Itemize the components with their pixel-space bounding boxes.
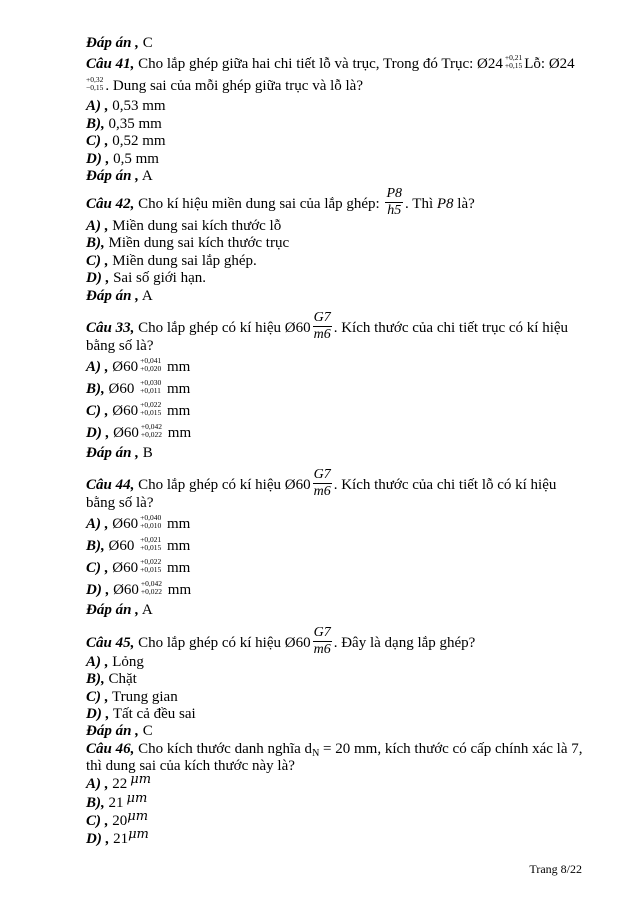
question-text-end: là? [457, 195, 475, 212]
option-text: Ø60 [112, 516, 139, 532]
option-text: 21 [113, 831, 129, 847]
tolerance-upper: +0,041 [140, 355, 162, 365]
answer-value: A [141, 288, 153, 304]
answer-value: A [141, 602, 153, 618]
question-text: Cho lắp ghép có kí hiệu Ø60 [138, 634, 311, 651]
question-text-cont: . Đây là dạng lắp ghép? [333, 634, 476, 651]
tolerance-upper: +0,021 [140, 534, 162, 544]
tolerance-lower: +0,020 [140, 363, 162, 373]
option-d [86, 705, 196, 723]
option-text: Ø60 [113, 425, 139, 441]
question-45 [86, 627, 475, 660]
answer-label: Đáp án , [86, 35, 139, 51]
option-label: C) , [86, 689, 109, 705]
option-text: Lỏng [112, 654, 144, 670]
tolerance [141, 423, 162, 439]
option-label: D) , [86, 831, 110, 847]
question-label: Câu 33, [86, 319, 135, 336]
option-d [86, 269, 206, 287]
option-text: Ø60 [108, 538, 135, 554]
option-c [86, 399, 191, 420]
option-unit: mm [166, 381, 191, 397]
option-d [86, 150, 159, 168]
option-a [86, 355, 191, 376]
tolerance-lower: +0,015 [140, 542, 162, 552]
option-text: Miền dung sai kích thước trục [108, 235, 290, 251]
fraction-numerator: G7 [313, 467, 331, 482]
fraction-denominator: m6 [313, 642, 331, 657]
option-a [86, 653, 144, 671]
answer-value: C [142, 35, 153, 51]
option-b [86, 234, 289, 252]
option-b [86, 377, 191, 398]
answer-line [86, 444, 153, 462]
answer-label: Đáp án , [86, 602, 139, 618]
fraction-numerator: P8 [386, 186, 403, 201]
answer-label: Đáp án , [86, 445, 139, 461]
tolerance [140, 357, 161, 373]
option-unit: mm [167, 425, 192, 441]
fraction-numerator: G7 [313, 625, 331, 640]
answer-label: Đáp án , [86, 168, 139, 184]
option-text: Miền dung sai kích thước lỗ [112, 218, 282, 234]
fraction-numerator: G7 [313, 310, 331, 325]
tolerance-symbol: P8 [436, 195, 454, 212]
fit-fraction [385, 186, 403, 219]
option-b [86, 115, 162, 133]
subscript: N [312, 748, 320, 759]
option-unit: μm [128, 827, 149, 842]
option-text: 21 [108, 795, 124, 811]
fit-fraction [313, 467, 332, 500]
option-label: A) , [86, 359, 109, 375]
tolerance [505, 54, 522, 70]
option-label: B), [86, 795, 105, 811]
option-d [86, 421, 192, 442]
option-label: B), [86, 671, 105, 687]
question-33-cont [86, 337, 153, 355]
tolerance [140, 401, 161, 417]
fraction-denominator: h5 [387, 203, 402, 218]
tolerance-upper: +0,32 [86, 74, 104, 84]
answer-line [86, 722, 153, 740]
question-text: Cho lắp ghép giữa hai chi tiết lỗ và trục, Trong đó Trục: Ø24 [138, 56, 503, 72]
question-text: bằng số là? [86, 495, 154, 511]
option-text: Trung gian [111, 689, 178, 705]
option-text: Ø60 [108, 381, 135, 397]
option-unit: μm [127, 809, 149, 824]
question-44-cont [86, 494, 153, 512]
tolerance-upper: +0,21 [504, 52, 523, 62]
option-label: C) , [86, 403, 109, 419]
option-label: A) , [86, 516, 109, 532]
tolerance-upper: +0,022 [140, 556, 162, 566]
tolerance-upper: +0,022 [140, 399, 162, 409]
option-text: Tất cả đều sai [112, 706, 196, 722]
tolerance-lower: +0,022 [140, 586, 163, 596]
tolerance [141, 580, 162, 596]
option-c [86, 132, 166, 150]
option-text: 0,5 mm [113, 151, 159, 167]
option-label: A) , [86, 98, 109, 114]
option-text: 20 [112, 813, 128, 829]
option-text: Chặt [108, 671, 137, 687]
option-unit: μm [126, 791, 148, 806]
option-label: B), [86, 116, 105, 132]
option-text: Miền dung sai lắp ghép. [112, 253, 257, 269]
option-text: 0,52 mm [112, 133, 166, 149]
option-unit: μm [130, 772, 152, 787]
question-label: Câu 44, [86, 476, 135, 493]
answer-value: C [142, 723, 153, 739]
option-text: Ø60 [112, 403, 139, 419]
question-label: Câu 45, [86, 634, 135, 651]
question-text-cont: . Kích thước của chi tiết lỗ có kí hiệu [333, 476, 557, 493]
question-text: Cho lắp ghép có kí hiệu Ø60 [138, 476, 311, 493]
answer-line [86, 167, 153, 185]
question-text: bằng số là? [86, 338, 154, 354]
option-text: 22 [112, 776, 128, 792]
tolerance-lower: +0,015 [140, 564, 162, 574]
question-44 [86, 469, 556, 502]
option-label: B), [86, 235, 105, 251]
option-unit: mm [166, 359, 191, 375]
option-text: Sai số giới hạn. [113, 270, 207, 286]
question-text: Cho kí hiệu miền dung sai của lắp ghép: [138, 195, 380, 212]
option-c [86, 556, 191, 577]
option-label: D) , [86, 151, 110, 167]
option-label: A) , [86, 776, 109, 792]
option-d [86, 827, 149, 849]
option-a [86, 217, 281, 235]
tolerance-lower: +0,15 [504, 60, 523, 70]
option-text: Ø60 [112, 359, 139, 375]
option-a [86, 512, 191, 533]
option-text: 0,35 mm [108, 116, 162, 132]
tolerance-lower: +0,011 [140, 385, 161, 395]
question-33 [86, 312, 568, 345]
option-label: C) , [86, 813, 109, 829]
option-unit: mm [166, 560, 191, 576]
page-number: Trang 8/22 [529, 862, 582, 876]
question-label: Câu 46, [86, 741, 135, 757]
question-46-cont [86, 757, 295, 775]
tolerance-lower: +0,015 [140, 407, 162, 417]
option-unit: mm [166, 538, 191, 554]
answer-line [86, 287, 153, 305]
option-label: D) , [86, 270, 110, 286]
question-text: thì dung sai của kích thước này là? [86, 758, 295, 774]
option-label: A) , [86, 218, 109, 234]
option-label: B), [86, 538, 105, 554]
question-text: Cho lắp ghép có kí hiệu Ø60 [138, 319, 311, 336]
tolerance-lower: −0,15 [86, 82, 104, 92]
tolerance-upper: +0,040 [140, 512, 162, 522]
tolerance [140, 514, 161, 530]
question-41-cont [86, 74, 363, 95]
fraction-denominator: m6 [313, 484, 331, 499]
option-text: Ø60 [113, 582, 139, 598]
option-label: C) , [86, 133, 109, 149]
tolerance [140, 558, 161, 574]
fit-fraction [313, 625, 332, 658]
answer-label: Đáp án , [86, 288, 139, 304]
option-a [86, 97, 166, 115]
question-41 [86, 52, 575, 73]
option-unit: mm [166, 403, 191, 419]
option-label: C) , [86, 253, 109, 269]
option-label: D) , [86, 425, 110, 441]
option-unit: mm [167, 582, 192, 598]
question-text-cont: = 20 mm, kích thước có cấp chính xác là 7, [323, 741, 583, 757]
tolerance-upper: +0,030 [140, 377, 162, 387]
option-text: Ø60 [112, 560, 139, 576]
option-c [86, 688, 178, 706]
tolerance [140, 536, 161, 552]
question-label: Câu 42, [86, 195, 135, 212]
option-label: A) , [86, 654, 109, 670]
option-d [86, 578, 192, 599]
fit-fraction [313, 310, 332, 343]
question-text-cont: Lỗ: Ø24 [524, 56, 575, 72]
question-text: Cho kích thước danh nghĩa d [138, 741, 313, 757]
tolerance-lower: +0,010 [140, 520, 162, 530]
tolerance-lower: +0,022 [140, 429, 163, 439]
option-label: B), [86, 381, 105, 397]
answer-line [86, 601, 153, 619]
option-b [86, 534, 191, 555]
answer-value: B [142, 445, 153, 461]
answer-label: Đáp án , [86, 723, 139, 739]
tolerance [86, 76, 103, 92]
option-unit: mm [166, 516, 191, 532]
option-b [86, 670, 137, 688]
option-label: D) , [86, 706, 110, 722]
question-text-cont: . Kích thước của chi tiết trục có kí hiệu [333, 319, 569, 336]
question-text-cont: . Thì [405, 195, 434, 212]
option-label: C) , [86, 560, 109, 576]
question-text: . Dung sai của mỗi ghép giữa trục và lỗ là? [105, 78, 363, 94]
fraction-denominator: m6 [313, 327, 331, 342]
option-label: D) , [86, 582, 110, 598]
tolerance-upper: +0,042 [140, 578, 163, 588]
answer-line [86, 34, 153, 52]
option-text: 0,53 mm [112, 98, 166, 114]
answer-value: A [141, 168, 153, 184]
tolerance [140, 379, 161, 395]
tolerance-upper: +0,042 [140, 421, 163, 431]
option-c [86, 252, 257, 270]
question-label: Câu 41, [86, 56, 135, 72]
